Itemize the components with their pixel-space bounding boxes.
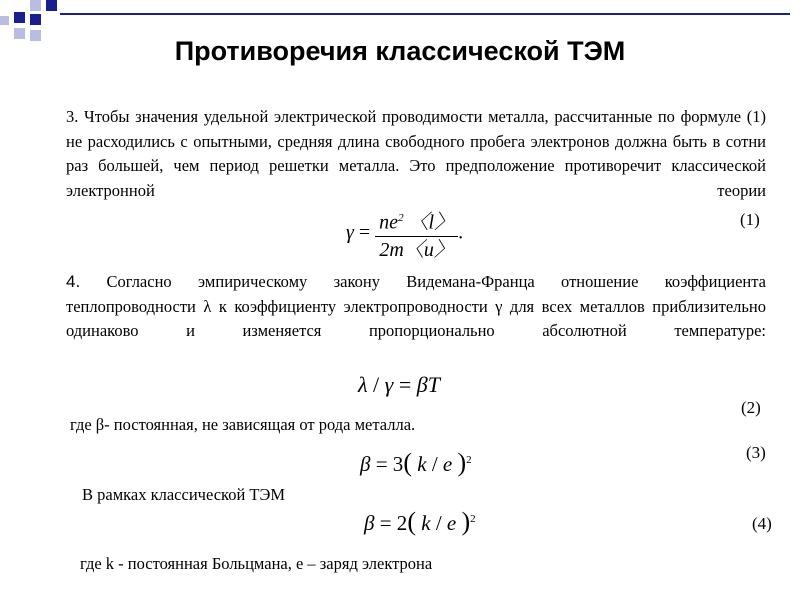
classic-tem-label: В рамках классической ТЭМ [82, 485, 286, 504]
equation-number-3: (3) [746, 443, 766, 462]
paragraph-4 [66, 270, 766, 368]
slide-title: Противоречия классической ТЭМ [174, 36, 626, 66]
deco-line [60, 13, 790, 15]
equation-number-1: (1) [740, 210, 760, 229]
deco-square [30, 0, 41, 11]
paragraph-4-number: 4. [66, 272, 81, 291]
equation-number-2: (2) [741, 398, 761, 417]
footer-note: где k - постоянная Больцмана, e – заряд электрона [80, 554, 433, 573]
formula-1: γ = $\frac{ne^2 〈l〉}{2m〈u〉}$ . [346, 205, 463, 263]
deco-square [30, 14, 41, 25]
deco-square [46, 0, 57, 11]
deco-square [0, 16, 9, 25]
paragraph-4-text: Согласно эмпирическому закону Видемана-Франца отношение коэффициента теплопроводности λ к коэффициенту электропроводности γ для всех металлов приблизительно одинаково и изменяется пропорционально абсолютной температуре: [66, 272, 766, 340]
formula-2: λ / γ = βT [358, 372, 440, 397]
deco-square [14, 12, 25, 23]
formula-4: β = 2( k / e )$^2$ [364, 507, 476, 536]
beta-note: где β- постоянная, не зависящая от рода металла. [70, 415, 416, 434]
equation-number-4: (4) [752, 514, 772, 533]
formula-3: β = 3( k / e )$^2$ [360, 448, 472, 477]
paragraph-3: 3. Чтобы значения удельной электрической проводимости металла, рассчитанные по формуле (1) не расходились с опытными, средняя длина свободного пробега электронов должна быть в сотни раз большей, чем период решетки металла. Это предположение противоречит классической электронной теории [66, 107, 766, 200]
